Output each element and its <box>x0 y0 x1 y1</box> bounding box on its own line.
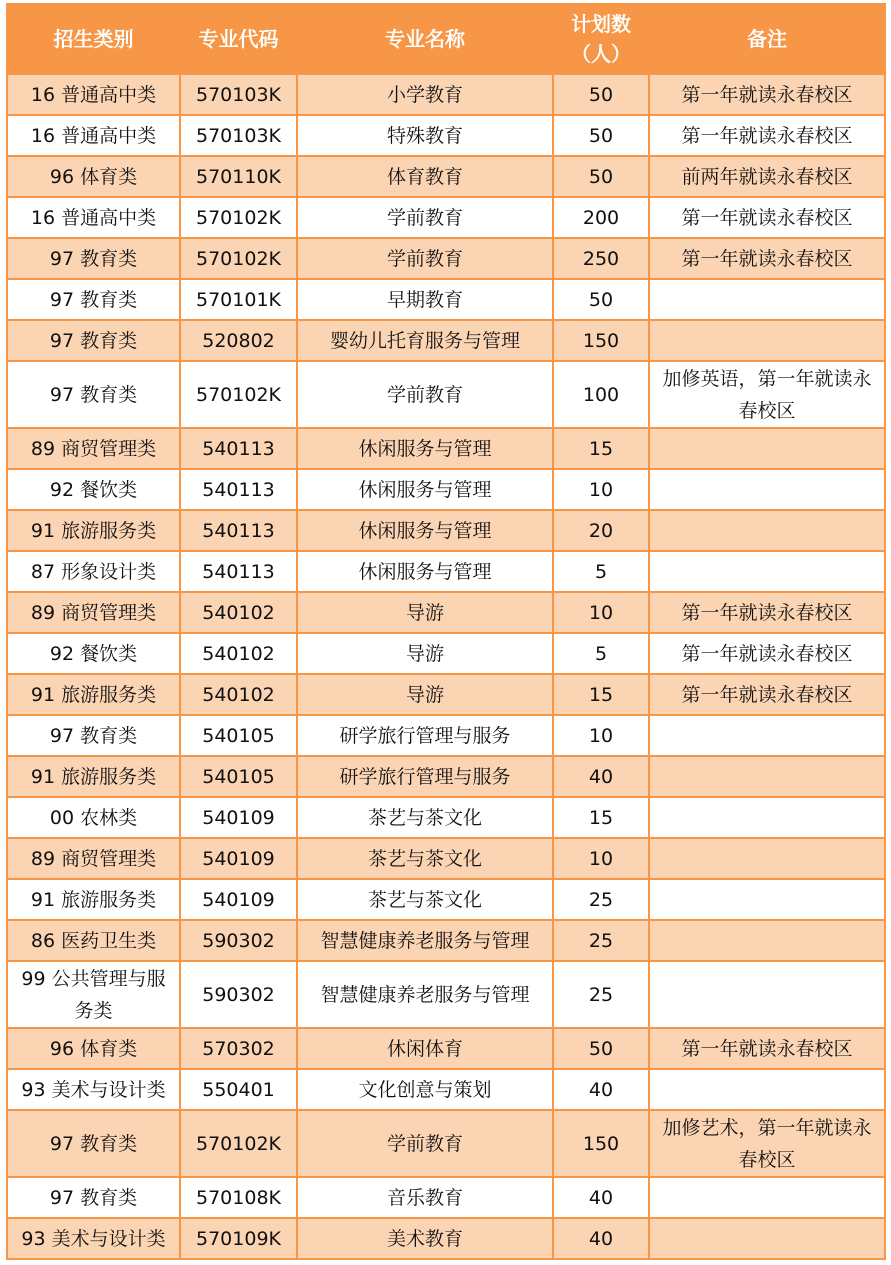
cell-category: 96 体育类 <box>7 156 180 197</box>
cell-code: 570102K <box>180 238 297 279</box>
cell-category: 00 农林类 <box>7 797 180 838</box>
cell-category: 91 旅游服务类 <box>7 674 180 715</box>
table-row <box>7 428 885 469</box>
cell-plan: 150 <box>553 1110 649 1177</box>
cell-name: 早期教育 <box>297 279 553 320</box>
cell-code: 540113 <box>180 428 297 469</box>
cell-note <box>649 320 885 361</box>
cell-name: 休闲服务与管理 <box>297 551 553 592</box>
cell-name: 导游 <box>297 674 553 715</box>
table-row <box>7 592 885 633</box>
cell-name: 研学旅行管理与服务 <box>297 756 553 797</box>
table-row <box>7 1177 885 1218</box>
cell-name: 导游 <box>297 633 553 674</box>
cell-code: 570108K <box>180 1177 297 1218</box>
cell-plan: 10 <box>553 592 649 633</box>
cell-code: 570103K <box>180 115 297 156</box>
admission-plan-table-wrapper <box>6 3 884 1260</box>
cell-plan: 10 <box>553 838 649 879</box>
cell-code: 540105 <box>180 715 297 756</box>
cell-code: 540113 <box>180 510 297 551</box>
cell-code: 540113 <box>180 469 297 510</box>
header-plan <box>553 4 649 74</box>
cell-note: 第一年就读永春校区 <box>649 197 885 238</box>
cell-note <box>649 838 885 879</box>
cell-plan: 40 <box>553 756 649 797</box>
table-row <box>7 715 885 756</box>
cell-code: 570302 <box>180 1028 297 1069</box>
cell-category: 89 商贸管理类 <box>7 428 180 469</box>
cell-code: 540113 <box>180 551 297 592</box>
cell-category: 97 教育类 <box>7 320 180 361</box>
cell-name: 婴幼儿托育服务与管理 <box>297 320 553 361</box>
cell-plan: 5 <box>553 551 649 592</box>
cell-note <box>649 961 885 1028</box>
header-note: 备注 <box>649 4 885 74</box>
cell-category: 99 公共管理与服务类 <box>7 961 180 1028</box>
cell-code: 540102 <box>180 592 297 633</box>
cell-plan: 50 <box>553 279 649 320</box>
cell-note <box>649 428 885 469</box>
cell-category: 91 旅游服务类 <box>7 756 180 797</box>
cell-plan: 15 <box>553 797 649 838</box>
cell-category: 97 教育类 <box>7 361 180 428</box>
cell-category: 97 教育类 <box>7 715 180 756</box>
cell-plan: 50 <box>553 156 649 197</box>
header-code: 专业代码 <box>180 4 297 74</box>
cell-name: 文化创意与策划 <box>297 1069 553 1110</box>
cell-plan: 5 <box>553 633 649 674</box>
cell-code: 570101K <box>180 279 297 320</box>
cell-plan: 40 <box>553 1218 649 1259</box>
cell-category: 93 美术与设计类 <box>7 1069 180 1110</box>
cell-plan: 25 <box>553 920 649 961</box>
table-row <box>7 320 885 361</box>
cell-category: 92 餐饮类 <box>7 633 180 674</box>
table-row <box>7 920 885 961</box>
cell-category: 97 教育类 <box>7 1110 180 1177</box>
cell-name: 研学旅行管理与服务 <box>297 715 553 756</box>
cell-note <box>649 879 885 920</box>
table-header-row <box>7 4 885 74</box>
cell-note <box>649 920 885 961</box>
cell-name: 美术教育 <box>297 1218 553 1259</box>
admission-plan-table <box>6 3 886 1260</box>
cell-name: 特殊教育 <box>297 115 553 156</box>
table-row <box>7 279 885 320</box>
cell-plan: 25 <box>553 961 649 1028</box>
cell-category: 92 餐饮类 <box>7 469 180 510</box>
cell-name: 学前教育 <box>297 1110 553 1177</box>
table-row <box>7 1069 885 1110</box>
cell-plan: 40 <box>553 1069 649 1110</box>
cell-note <box>649 756 885 797</box>
table-row <box>7 838 885 879</box>
table-row <box>7 756 885 797</box>
cell-plan: 50 <box>553 74 649 115</box>
cell-category: 89 商贸管理类 <box>7 838 180 879</box>
cell-code: 590302 <box>180 961 297 1028</box>
cell-note: 加修英语，第一年就读永春校区 <box>649 361 885 428</box>
table-row <box>7 1110 885 1177</box>
cell-plan: 250 <box>553 238 649 279</box>
cell-plan: 40 <box>553 1177 649 1218</box>
cell-plan: 100 <box>553 361 649 428</box>
cell-category: 86 医药卫生类 <box>7 920 180 961</box>
table-row <box>7 633 885 674</box>
table-row <box>7 1218 885 1259</box>
cell-code: 570109K <box>180 1218 297 1259</box>
table-row <box>7 551 885 592</box>
cell-note: 第一年就读永春校区 <box>649 74 885 115</box>
cell-code: 540102 <box>180 633 297 674</box>
cell-category: 97 教育类 <box>7 279 180 320</box>
header-category: 招生类别 <box>7 4 180 74</box>
cell-name: 音乐教育 <box>297 1177 553 1218</box>
table-row <box>7 961 885 1028</box>
cell-note <box>649 551 885 592</box>
cell-name: 学前教育 <box>297 361 553 428</box>
cell-name: 休闲服务与管理 <box>297 469 553 510</box>
cell-category: 89 商贸管理类 <box>7 592 180 633</box>
cell-category: 97 教育类 <box>7 238 180 279</box>
cell-note: 第一年就读永春校区 <box>649 674 885 715</box>
header-plan-line2: （人） <box>571 42 631 66</box>
cell-plan: 10 <box>553 469 649 510</box>
cell-code: 540105 <box>180 756 297 797</box>
cell-note: 第一年就读永春校区 <box>649 115 885 156</box>
cell-category: 16 普通高中类 <box>7 74 180 115</box>
table-row <box>7 879 885 920</box>
cell-category: 96 体育类 <box>7 1028 180 1069</box>
cell-plan: 150 <box>553 320 649 361</box>
table-row <box>7 115 885 156</box>
table-row <box>7 469 885 510</box>
cell-name: 茶艺与茶文化 <box>297 797 553 838</box>
cell-code: 550401 <box>180 1069 297 1110</box>
cell-note <box>649 510 885 551</box>
cell-name: 休闲服务与管理 <box>297 510 553 551</box>
cell-note <box>649 1069 885 1110</box>
cell-plan: 50 <box>553 115 649 156</box>
header-name: 专业名称 <box>297 4 553 74</box>
cell-plan: 15 <box>553 428 649 469</box>
cell-note: 加修艺术，第一年就读永春校区 <box>649 1110 885 1177</box>
cell-note <box>649 279 885 320</box>
cell-category: 97 教育类 <box>7 1177 180 1218</box>
cell-plan: 200 <box>553 197 649 238</box>
cell-note: 第一年就读永春校区 <box>649 592 885 633</box>
cell-name: 学前教育 <box>297 197 553 238</box>
cell-code: 570110K <box>180 156 297 197</box>
cell-name: 小学教育 <box>297 74 553 115</box>
cell-name: 休闲体育 <box>297 1028 553 1069</box>
cell-category: 91 旅游服务类 <box>7 510 180 551</box>
table-row <box>7 510 885 551</box>
cell-code: 540109 <box>180 879 297 920</box>
cell-category: 16 普通高中类 <box>7 115 180 156</box>
table-row <box>7 74 885 115</box>
cell-name: 智慧健康养老服务与管理 <box>297 920 553 961</box>
table-row <box>7 674 885 715</box>
cell-category: 91 旅游服务类 <box>7 879 180 920</box>
header-plan-line1: 计划数 <box>571 12 631 36</box>
cell-category: 93 美术与设计类 <box>7 1218 180 1259</box>
table-row <box>7 361 885 428</box>
table-row <box>7 797 885 838</box>
cell-plan: 20 <box>553 510 649 551</box>
cell-name: 导游 <box>297 592 553 633</box>
cell-name: 体育教育 <box>297 156 553 197</box>
table-body <box>7 74 885 1259</box>
cell-code: 540102 <box>180 674 297 715</box>
cell-name: 学前教育 <box>297 238 553 279</box>
cell-name: 休闲服务与管理 <box>297 428 553 469</box>
cell-code: 520802 <box>180 320 297 361</box>
cell-note <box>649 1218 885 1259</box>
cell-category: 16 普通高中类 <box>7 197 180 238</box>
cell-name: 智慧健康养老服务与管理 <box>297 961 553 1028</box>
table-row <box>7 1028 885 1069</box>
cell-code: 570102K <box>180 1110 297 1177</box>
cell-note: 第一年就读永春校区 <box>649 633 885 674</box>
cell-code: 540109 <box>180 838 297 879</box>
table-row <box>7 156 885 197</box>
cell-note: 第一年就读永春校区 <box>649 1028 885 1069</box>
cell-category: 87 形象设计类 <box>7 551 180 592</box>
cell-code: 590302 <box>180 920 297 961</box>
cell-code: 570103K <box>180 74 297 115</box>
cell-plan: 15 <box>553 674 649 715</box>
cell-plan: 25 <box>553 879 649 920</box>
cell-note: 第一年就读永春校区 <box>649 238 885 279</box>
cell-note <box>649 797 885 838</box>
cell-name: 茶艺与茶文化 <box>297 838 553 879</box>
table-row <box>7 238 885 279</box>
cell-code: 570102K <box>180 197 297 238</box>
cell-note <box>649 469 885 510</box>
cell-plan: 50 <box>553 1028 649 1069</box>
table-row <box>7 197 885 238</box>
cell-note <box>649 715 885 756</box>
cell-code: 540109 <box>180 797 297 838</box>
cell-code: 570102K <box>180 361 297 428</box>
cell-note: 前两年就读永春校区 <box>649 156 885 197</box>
cell-name: 茶艺与茶文化 <box>297 879 553 920</box>
cell-note <box>649 1177 885 1218</box>
cell-plan: 10 <box>553 715 649 756</box>
